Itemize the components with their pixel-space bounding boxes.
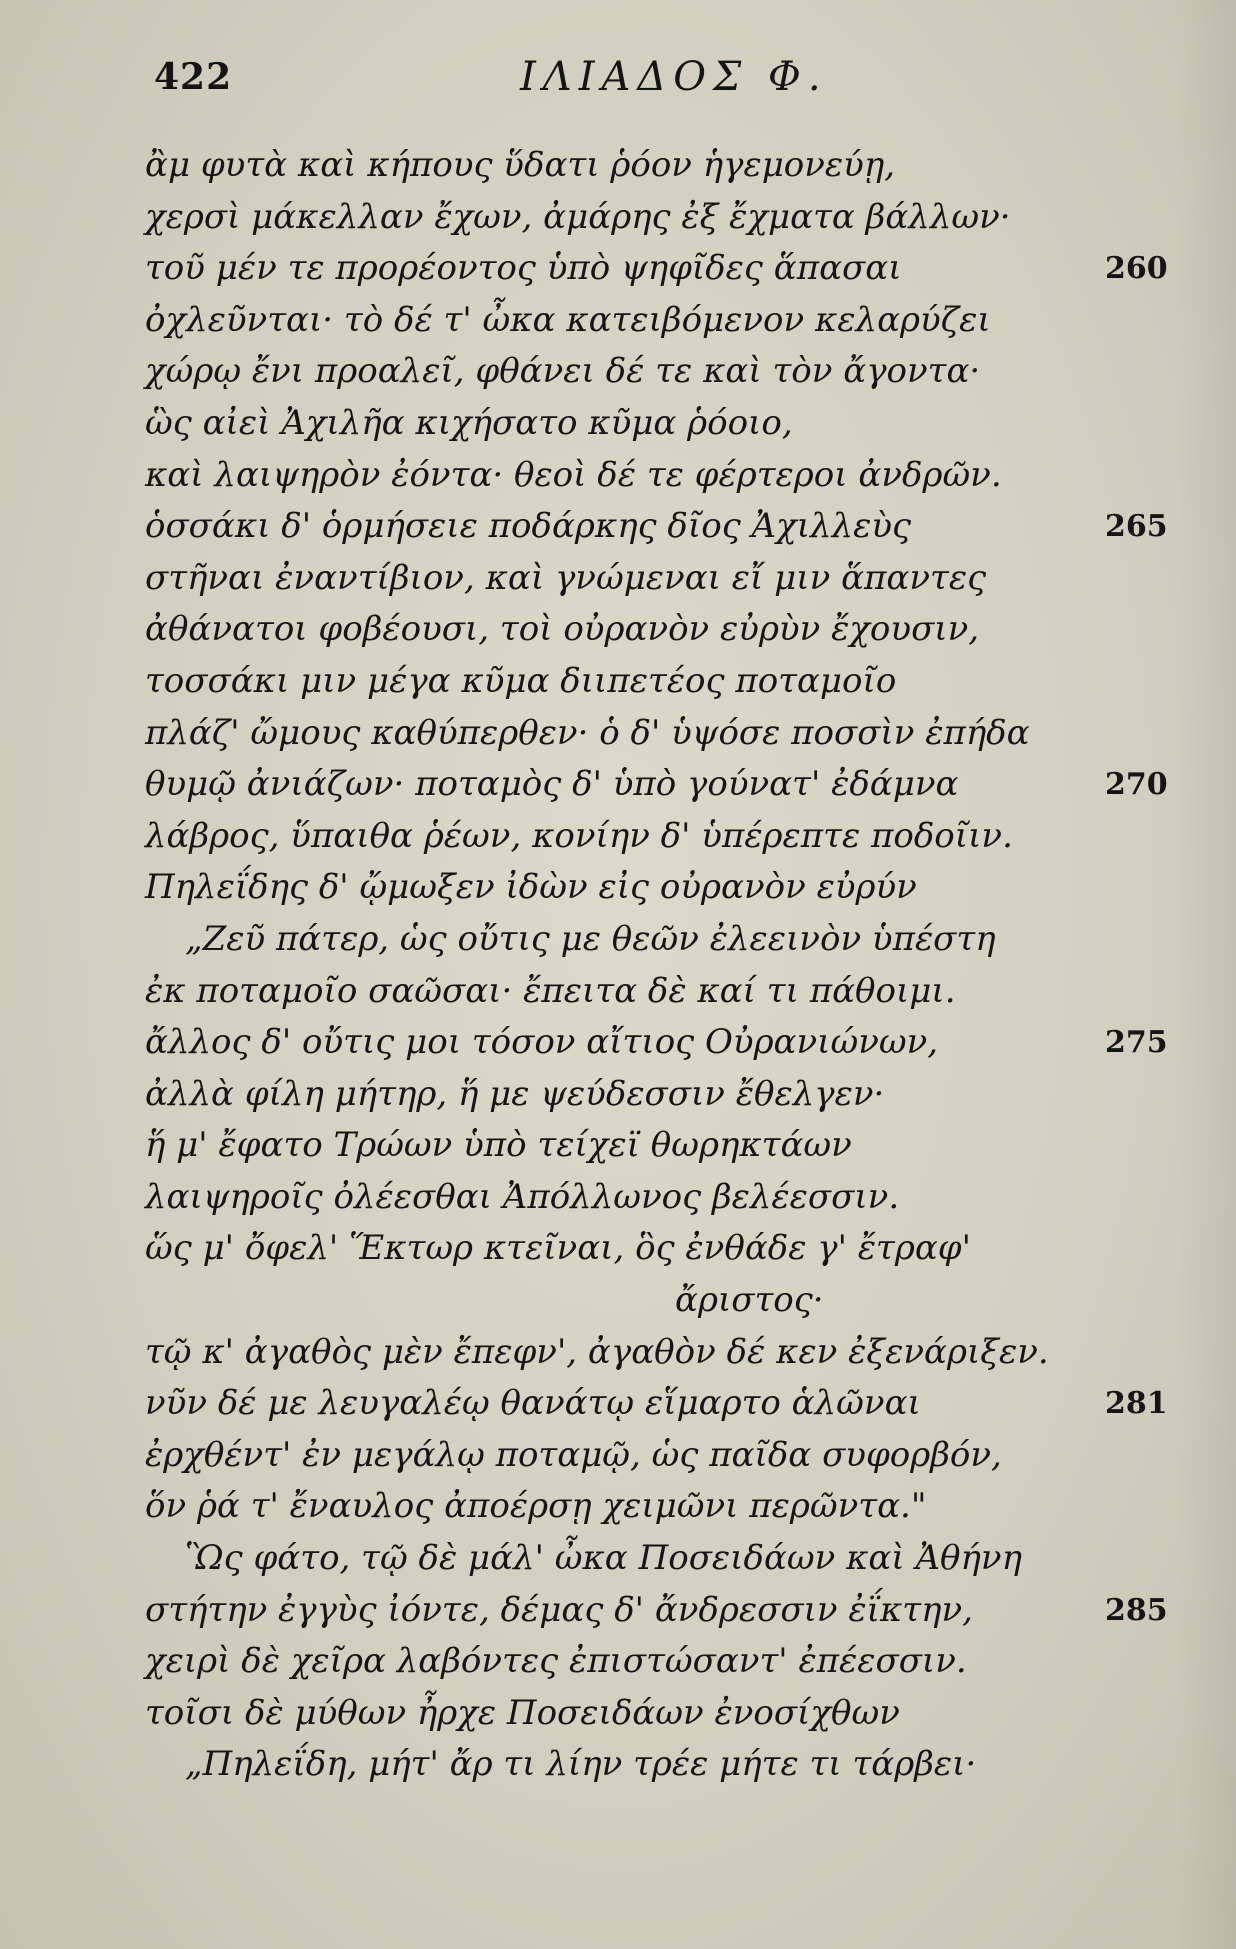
verse-line xyxy=(145,1739,1185,1791)
verse-text: Ὣς φάτο, τῷ δὲ μάλ' ὦκα Ποσειδάων καὶ Ἀθήνη xyxy=(185,1538,1022,1579)
verse-line xyxy=(145,1636,1185,1688)
verse-text: ὣς αἰεὶ Ἀχιλῆα κιχήσατο κῦμα ῥόοιο, xyxy=(145,402,793,443)
verse-text: χερσὶ μάκελλαν ἔχων, ἀμάρης ἐξ ἔχματα βάλλων· xyxy=(145,196,1011,237)
verse-line xyxy=(145,604,1185,656)
verse-text: ἐρχθέντ' ἐν μεγάλῳ ποταμῷ, ὡς παῖδα συφορβόν, xyxy=(145,1434,1002,1475)
page-number: 422 xyxy=(154,56,233,98)
page-edge-shadow xyxy=(1176,0,1236,1949)
verse-line xyxy=(145,1120,1185,1172)
verse-line xyxy=(145,140,1185,192)
verse-line xyxy=(145,1533,1185,1585)
verse-line xyxy=(145,1275,1185,1327)
verse-text: νῦν δέ με λευγαλέῳ θανάτῳ εἵμαρτο ἁλῶναι xyxy=(145,1383,921,1424)
line-number: 281 xyxy=(1105,1386,1168,1422)
verse-text: πλάζ' ὤμους καθύπερθεν· ὁ δ' ὑψόσε ποσσὶν ἐπήδα xyxy=(145,712,1030,753)
line-number: 270 xyxy=(1105,767,1168,803)
verse-text: ἄριστος· xyxy=(675,1280,824,1321)
verse-line xyxy=(145,192,1185,244)
verse-text: ὥς μ' ὄφελ' Ἕκτωρ κτεῖναι, ὃς ἐνθάδε γ' ἔτραφ' xyxy=(145,1228,971,1269)
verse-text: ἐκ ποταμοῖο σαῶσαι· ἔπειτα δὲ καί τι πάθοιμι. xyxy=(145,970,956,1011)
verse-line xyxy=(145,450,1185,502)
verse-text: ἄλλος δ' οὔτις μοι τόσον αἴτιος Οὐρανιώνων, xyxy=(145,1022,939,1063)
verse-line xyxy=(145,1585,1185,1637)
verse-line xyxy=(145,656,1185,708)
verse-text: τοῖσι δὲ μύθων ἦρχε Ποσειδάων ἐνοσίχθων xyxy=(145,1692,900,1733)
verse-text: τῷ κ' ἀγαθὸς μὲν ἔπεφν', ἀγαθὸν δέ κεν ἐξενάριξεν. xyxy=(145,1331,1049,1372)
running-title: ΙΛΙΑΔΟΣ Φ. xyxy=(520,54,828,100)
verse-text: Πηλεΐδης δ' ᾤμωξεν ἰδὼν εἰς οὐρανὸν εὐρύν xyxy=(145,867,917,908)
verse-line xyxy=(145,811,1185,863)
verse-line xyxy=(145,1069,1185,1121)
verse-text: λαιψηροῖς ὀλέεσθαι Ἀπόλλωνος βελέεσσιν. xyxy=(145,1176,900,1217)
line-number: 260 xyxy=(1105,251,1168,287)
verse-block xyxy=(145,140,1185,1791)
verse-line xyxy=(145,398,1185,450)
verse-text: θυμῷ ἀνιάζων· ποταμὸς δ' ὑπὸ γούνατ' ἐδάμνα xyxy=(145,764,959,805)
verse-text: τοσσάκι μιν μέγα κῦμα διιπετέος ποταμοῖο xyxy=(145,660,897,701)
verse-text: καὶ λαιψηρὸν ἐόντα· θεοὶ δέ τε φέρτεροι ἀνδρῶν. xyxy=(145,454,1002,495)
verse-line xyxy=(145,501,1185,553)
verse-text: λάβρος, ὕπαιθα ῥέων, κονίην δ' ὑπέρεπτε ποδοῖιν. xyxy=(145,815,1013,856)
verse-line xyxy=(145,1430,1185,1482)
verse-line xyxy=(145,346,1185,398)
verse-text: στήτην ἐγγὺς ἰόντε, δέμας δ' ἄνδρεσσιν ἐΐκτην, xyxy=(145,1589,973,1630)
verse-line xyxy=(145,1481,1185,1533)
verse-line xyxy=(145,1172,1185,1224)
line-number: 275 xyxy=(1105,1025,1168,1061)
verse-line xyxy=(145,759,1185,811)
line-number: 285 xyxy=(1105,1592,1168,1628)
verse-text: ὁσσάκι δ' ὁρμήσειε ποδάρκης δῖος Ἀχιλλεὺς xyxy=(145,506,912,547)
verse-text: „Ζεῦ πάτερ, ὡς οὔτις με θεῶν ἐλεεινὸν ὑπέστη xyxy=(185,918,996,959)
verse-text: χώρῳ ἔνι προαλεῖ, φθάνει δέ τε καὶ τὸν ἄγοντα· xyxy=(145,351,981,392)
verse-text: ἂμ φυτὰ καὶ κήπους ὕδατι ῥόον ἡγεμονεύῃ, xyxy=(145,145,896,185)
verse-line xyxy=(145,1223,1185,1275)
verse-line xyxy=(145,914,1185,966)
verse-text: ἀθάνατοι φοβέουσι, τοὶ οὐρανὸν εὐρὺν ἔχουσιν, xyxy=(145,609,980,650)
verse-line xyxy=(145,1017,1185,1069)
verse-line xyxy=(145,862,1185,914)
verse-line xyxy=(145,708,1185,760)
verse-line xyxy=(145,966,1185,1018)
verse-line xyxy=(145,553,1185,605)
verse-text: τοῦ μέν τε προρέοντος ὑπὸ ψηφῖδες ἅπασαι xyxy=(145,248,902,289)
verse-text: ὀχλεῦνται· τὸ δέ τ' ὦκα κατειβόμενον κελαρύζει xyxy=(145,299,991,340)
verse-line xyxy=(145,1378,1185,1430)
verse-text: ὅν ῥά τ' ἔναυλος ἀποέρσῃ χειμῶνι περῶντα." xyxy=(145,1486,927,1527)
page-header xyxy=(150,48,1160,108)
verse-text: ἥ μ' ἔφατο Τρώων ὑπὸ τείχεϊ θωρηκτάων xyxy=(145,1125,852,1166)
verse-line xyxy=(145,295,1185,347)
verse-text: χειρὶ δὲ χεῖρα λαβόντες ἐπιστώσαντ' ἐπέεσσιν. xyxy=(145,1641,967,1682)
verse-text: ἀλλὰ φίλη μήτηρ, ἥ με ψεύδεσσιν ἔθελγεν· xyxy=(145,1073,885,1114)
verse-text: „Πηλεΐδη, μήτ' ἄρ τι λίην τρέε μήτε τι τάρβει· xyxy=(185,1744,977,1785)
line-number: 265 xyxy=(1105,509,1168,545)
verse-line xyxy=(145,1688,1185,1740)
verse-line xyxy=(145,1327,1185,1379)
verse-text: στῆναι ἐναντίβιον, καὶ γνώμεναι εἴ μιν ἅπαντες xyxy=(145,557,987,598)
verse-line xyxy=(145,243,1185,295)
